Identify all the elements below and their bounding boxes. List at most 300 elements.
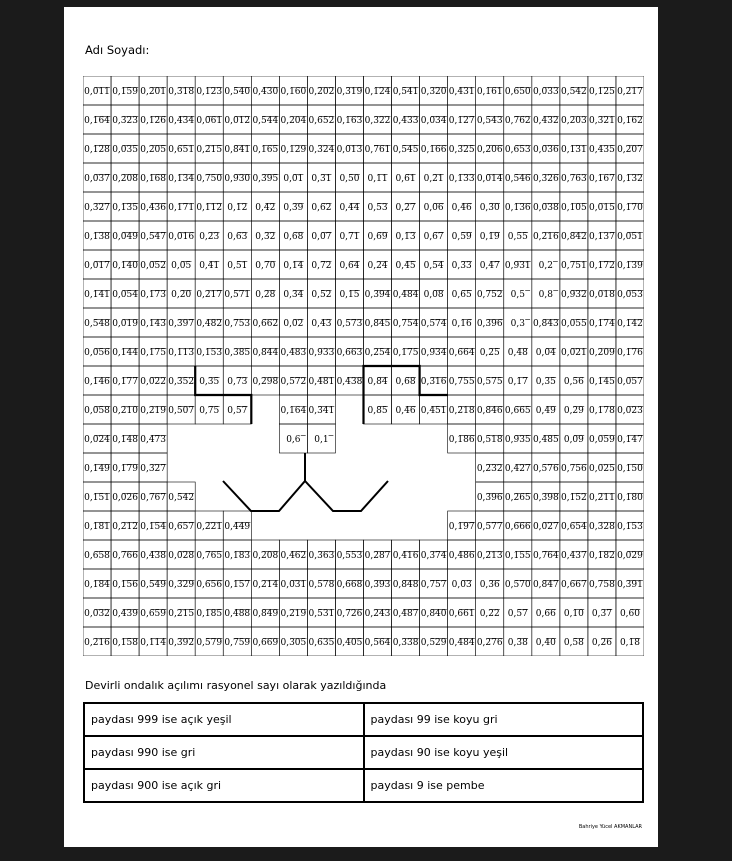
grid-cell[interactable]: [167, 395, 195, 424]
grid-cell[interactable]: [167, 540, 195, 569]
grid-cell[interactable]: [616, 453, 644, 482]
grid-cell[interactable]: [504, 540, 532, 569]
grid-cell[interactable]: [364, 76, 392, 105]
grid-cell[interactable]: [167, 279, 195, 308]
grid-cell[interactable]: [195, 105, 223, 134]
grid-cell[interactable]: [532, 366, 560, 395]
grid-cell[interactable]: [448, 424, 476, 453]
grid-cell[interactable]: [307, 250, 335, 279]
grid-cell[interactable]: [448, 540, 476, 569]
grid-cell[interactable]: [532, 627, 560, 656]
grid-cell[interactable]: [504, 279, 532, 308]
grid-cell[interactable]: [251, 366, 279, 395]
grid-cell[interactable]: [616, 279, 644, 308]
grid-cell[interactable]: [83, 482, 111, 511]
grid-cell[interactable]: [476, 279, 504, 308]
grid-cell[interactable]: [111, 308, 139, 337]
grid-cell[interactable]: [223, 598, 251, 627]
grid-cell[interactable]: [335, 250, 363, 279]
grid-cell[interactable]: [223, 76, 251, 105]
grid-cell[interactable]: [83, 279, 111, 308]
grid-cell[interactable]: [83, 337, 111, 366]
grid-cell[interactable]: [279, 308, 307, 337]
grid-cell[interactable]: [223, 337, 251, 366]
grid-cell[interactable]: [195, 279, 223, 308]
grid-cell[interactable]: [251, 569, 279, 598]
grid-cell[interactable]: [195, 221, 223, 250]
grid-cell[interactable]: [195, 395, 223, 424]
grid-cell[interactable]: [616, 627, 644, 656]
grid-cell[interactable]: [476, 250, 504, 279]
grid-cell[interactable]: [532, 76, 560, 105]
grid-cell[interactable]: [139, 395, 167, 424]
grid-cell[interactable]: [420, 105, 448, 134]
grid-cell[interactable]: [392, 76, 420, 105]
grid-cell[interactable]: [560, 569, 588, 598]
grid-cell[interactable]: [392, 395, 420, 424]
grid-cell[interactable]: [83, 569, 111, 598]
grid-cell[interactable]: [251, 221, 279, 250]
grid-cell[interactable]: [392, 192, 420, 221]
grid-cell[interactable]: [307, 395, 335, 424]
grid-cell[interactable]: [588, 192, 616, 221]
grid-cell[interactable]: [392, 540, 420, 569]
grid-cell[interactable]: [307, 366, 335, 395]
grid-cell[interactable]: [588, 250, 616, 279]
grid-cell[interactable]: [139, 482, 167, 511]
grid-cell[interactable]: [167, 250, 195, 279]
grid-cell[interactable]: [448, 105, 476, 134]
grid-cell[interactable]: [335, 366, 363, 395]
grid-cell[interactable]: [167, 308, 195, 337]
grid-cell[interactable]: [83, 540, 111, 569]
grid-cell[interactable]: [476, 221, 504, 250]
grid-cell[interactable]: [532, 134, 560, 163]
grid-cell[interactable]: [532, 163, 560, 192]
grid-cell[interactable]: [223, 134, 251, 163]
grid-cell[interactable]: [392, 366, 420, 395]
grid-cell[interactable]: [139, 163, 167, 192]
grid-cell[interactable]: [335, 540, 363, 569]
grid-cell[interactable]: [307, 337, 335, 366]
grid-cell[interactable]: [560, 453, 588, 482]
grid-cell[interactable]: [111, 279, 139, 308]
grid-cell[interactable]: [560, 192, 588, 221]
grid-cell[interactable]: [476, 424, 504, 453]
grid-cell[interactable]: [251, 76, 279, 105]
grid-cell[interactable]: [364, 540, 392, 569]
grid-cell[interactable]: [111, 366, 139, 395]
grid-cell[interactable]: [616, 221, 644, 250]
grid-cell[interactable]: [139, 424, 167, 453]
grid-cell[interactable]: [195, 598, 223, 627]
grid-cell[interactable]: [167, 598, 195, 627]
grid-cell[interactable]: [83, 424, 111, 453]
grid-cell[interactable]: [335, 308, 363, 337]
grid-cell[interactable]: [364, 192, 392, 221]
grid-cell[interactable]: [83, 598, 111, 627]
grid-cell[interactable]: [504, 627, 532, 656]
grid-cell[interactable]: [364, 627, 392, 656]
grid-cell[interactable]: [335, 76, 363, 105]
grid-cell[interactable]: [83, 76, 111, 105]
grid-cell[interactable]: [167, 366, 195, 395]
grid-cell[interactable]: [364, 308, 392, 337]
grid-cell[interactable]: [392, 105, 420, 134]
grid-cell[interactable]: [111, 540, 139, 569]
grid-cell[interactable]: [223, 569, 251, 598]
grid-cell[interactable]: [307, 163, 335, 192]
grid-cell[interactable]: [223, 308, 251, 337]
grid-cell[interactable]: [476, 308, 504, 337]
grid-cell[interactable]: [476, 105, 504, 134]
grid-cell[interactable]: [616, 134, 644, 163]
grid-cell[interactable]: [111, 192, 139, 221]
grid-cell[interactable]: [335, 105, 363, 134]
grid-cell[interactable]: [532, 395, 560, 424]
grid-cell[interactable]: [364, 395, 392, 424]
grid-cell[interactable]: [476, 395, 504, 424]
grid-cell[interactable]: [111, 105, 139, 134]
grid-cell[interactable]: [560, 424, 588, 453]
grid-cell[interactable]: [616, 163, 644, 192]
grid-cell[interactable]: [83, 221, 111, 250]
grid-cell[interactable]: [167, 192, 195, 221]
grid-cell[interactable]: [223, 395, 251, 424]
grid-cell[interactable]: [83, 192, 111, 221]
grid-cell[interactable]: [504, 308, 532, 337]
grid-cell[interactable]: [616, 308, 644, 337]
grid-cell[interactable]: [532, 221, 560, 250]
grid-cell[interactable]: [532, 598, 560, 627]
grid-cell[interactable]: [139, 540, 167, 569]
grid-cell[interactable]: [420, 395, 448, 424]
grid-cell[interactable]: [448, 308, 476, 337]
grid-cell[interactable]: [448, 598, 476, 627]
grid-cell[interactable]: [588, 308, 616, 337]
grid-cell[interactable]: [616, 366, 644, 395]
grid-cell[interactable]: [223, 221, 251, 250]
grid-cell[interactable]: [532, 540, 560, 569]
grid-cell[interactable]: [139, 598, 167, 627]
grid-cell[interactable]: [195, 192, 223, 221]
grid-cell[interactable]: [139, 337, 167, 366]
grid-cell[interactable]: [420, 192, 448, 221]
grid-cell[interactable]: [307, 569, 335, 598]
grid-cell[interactable]: [364, 279, 392, 308]
grid-cell[interactable]: [616, 105, 644, 134]
grid-cell[interactable]: [532, 308, 560, 337]
grid-cell[interactable]: [420, 76, 448, 105]
grid-cell[interactable]: [420, 569, 448, 598]
grid-cell[interactable]: [392, 163, 420, 192]
grid-cell[interactable]: [364, 163, 392, 192]
grid-cell[interactable]: [420, 627, 448, 656]
grid-cell[interactable]: [588, 134, 616, 163]
grid-cell[interactable]: [83, 453, 111, 482]
grid-cell[interactable]: [420, 540, 448, 569]
grid-cell[interactable]: [392, 337, 420, 366]
grid-cell[interactable]: [560, 221, 588, 250]
grid-cell[interactable]: [420, 337, 448, 366]
grid-cell[interactable]: [504, 134, 532, 163]
grid-cell[interactable]: [139, 453, 167, 482]
grid-cell[interactable]: [476, 337, 504, 366]
grid-cell[interactable]: [195, 337, 223, 366]
grid-cell[interactable]: [111, 337, 139, 366]
grid-cell[interactable]: [560, 395, 588, 424]
grid-cell[interactable]: [195, 627, 223, 656]
grid-cell[interactable]: [532, 105, 560, 134]
grid-cell[interactable]: [364, 569, 392, 598]
grid-cell[interactable]: [560, 134, 588, 163]
grid-cell[interactable]: [223, 366, 251, 395]
grid-cell[interactable]: [420, 163, 448, 192]
grid-cell[interactable]: [560, 76, 588, 105]
grid-cell[interactable]: [195, 569, 223, 598]
grid-cell[interactable]: [279, 221, 307, 250]
grid-cell[interactable]: [504, 76, 532, 105]
grid-cell[interactable]: [279, 540, 307, 569]
grid-cell[interactable]: [364, 134, 392, 163]
grid-cell[interactable]: [364, 366, 392, 395]
grid-cell[interactable]: [307, 134, 335, 163]
grid-cell[interactable]: [111, 511, 139, 540]
grid-cell[interactable]: [195, 366, 223, 395]
grid-cell[interactable]: [420, 366, 448, 395]
grid-cell[interactable]: [532, 279, 560, 308]
grid-cell[interactable]: [251, 337, 279, 366]
grid-cell[interactable]: [83, 134, 111, 163]
grid-cell[interactable]: [588, 395, 616, 424]
grid-cell[interactable]: [167, 221, 195, 250]
grid-cell[interactable]: [279, 598, 307, 627]
grid-cell[interactable]: [251, 192, 279, 221]
grid-cell[interactable]: [504, 395, 532, 424]
grid-cell[interactable]: [392, 279, 420, 308]
grid-cell[interactable]: [532, 424, 560, 453]
grid-cell[interactable]: [560, 482, 588, 511]
grid-cell[interactable]: [616, 511, 644, 540]
grid-cell[interactable]: [560, 627, 588, 656]
grid-cell[interactable]: [111, 598, 139, 627]
grid-cell[interactable]: [532, 192, 560, 221]
grid-cell[interactable]: [251, 627, 279, 656]
grid-cell[interactable]: [504, 366, 532, 395]
grid-cell[interactable]: [111, 569, 139, 598]
grid-cell[interactable]: [279, 569, 307, 598]
grid-cell[interactable]: [111, 134, 139, 163]
grid-cell[interactable]: [476, 511, 504, 540]
grid-cell[interactable]: [83, 366, 111, 395]
grid-cell[interactable]: [616, 598, 644, 627]
grid-cell[interactable]: [223, 540, 251, 569]
grid-cell[interactable]: [279, 279, 307, 308]
grid-cell[interactable]: [139, 105, 167, 134]
grid-cell[interactable]: [83, 105, 111, 134]
grid-cell[interactable]: [223, 627, 251, 656]
grid-cell[interactable]: [279, 395, 307, 424]
grid-cell[interactable]: [335, 337, 363, 366]
grid-cell[interactable]: [616, 337, 644, 366]
grid-cell[interactable]: [448, 163, 476, 192]
grid-cell[interactable]: [392, 221, 420, 250]
grid-cell[interactable]: [139, 279, 167, 308]
grid-cell[interactable]: [588, 540, 616, 569]
grid-cell[interactable]: [588, 453, 616, 482]
grid-cell[interactable]: [588, 482, 616, 511]
grid-cell[interactable]: [616, 424, 644, 453]
grid-cell[interactable]: [195, 163, 223, 192]
grid-cell[interactable]: [616, 250, 644, 279]
grid-cell[interactable]: [448, 134, 476, 163]
grid-cell[interactable]: [139, 627, 167, 656]
grid-cell[interactable]: [588, 279, 616, 308]
grid-cell[interactable]: [307, 105, 335, 134]
grid-cell[interactable]: [588, 511, 616, 540]
grid-cell[interactable]: [504, 250, 532, 279]
grid-cell[interactable]: [139, 76, 167, 105]
grid-cell[interactable]: [139, 366, 167, 395]
grid-cell[interactable]: [532, 250, 560, 279]
grid-cell[interactable]: [195, 540, 223, 569]
grid-cell[interactable]: [139, 221, 167, 250]
grid-cell[interactable]: [335, 627, 363, 656]
grid-cell[interactable]: [476, 453, 504, 482]
grid-cell[interactable]: [364, 250, 392, 279]
grid-cell[interactable]: [476, 569, 504, 598]
grid-cell[interactable]: [448, 366, 476, 395]
grid-cell[interactable]: [588, 105, 616, 134]
grid-cell[interactable]: [616, 192, 644, 221]
grid-cell[interactable]: [83, 250, 111, 279]
grid-cell[interactable]: [279, 250, 307, 279]
grid-cell[interactable]: [111, 250, 139, 279]
grid-cell[interactable]: [588, 366, 616, 395]
grid-cell[interactable]: [279, 366, 307, 395]
grid-cell[interactable]: [532, 482, 560, 511]
grid-cell[interactable]: [139, 511, 167, 540]
grid-cell[interactable]: [167, 337, 195, 366]
grid-cell[interactable]: [476, 598, 504, 627]
grid-cell[interactable]: [560, 337, 588, 366]
grid-cell[interactable]: [279, 163, 307, 192]
grid-cell[interactable]: [307, 598, 335, 627]
grid-cell[interactable]: [420, 221, 448, 250]
grid-cell[interactable]: [307, 192, 335, 221]
grid-cell[interactable]: [532, 511, 560, 540]
grid-cell[interactable]: [448, 76, 476, 105]
grid-cell[interactable]: [335, 163, 363, 192]
grid-cell[interactable]: [195, 511, 223, 540]
grid-cell[interactable]: [167, 163, 195, 192]
grid-cell[interactable]: [223, 192, 251, 221]
grid-cell[interactable]: [279, 105, 307, 134]
grid-cell[interactable]: [111, 76, 139, 105]
grid-cell[interactable]: [448, 192, 476, 221]
grid-cell[interactable]: [504, 105, 532, 134]
grid-cell[interactable]: [111, 453, 139, 482]
grid-cell[interactable]: [448, 627, 476, 656]
grid-cell[interactable]: [83, 308, 111, 337]
grid-cell[interactable]: [279, 134, 307, 163]
grid-cell[interactable]: [476, 366, 504, 395]
grid-cell[interactable]: [588, 627, 616, 656]
grid-cell[interactable]: [195, 250, 223, 279]
grid-cell[interactable]: [532, 453, 560, 482]
grid-cell[interactable]: [448, 250, 476, 279]
grid-cell[interactable]: [448, 511, 476, 540]
grid-cell[interactable]: [251, 134, 279, 163]
grid-cell[interactable]: [616, 540, 644, 569]
grid-cell[interactable]: [251, 250, 279, 279]
grid-cell[interactable]: [307, 424, 335, 453]
grid-cell[interactable]: [279, 627, 307, 656]
grid-cell[interactable]: [335, 598, 363, 627]
grid-cell[interactable]: [560, 308, 588, 337]
grid-cell[interactable]: [139, 192, 167, 221]
grid-cell[interactable]: [307, 221, 335, 250]
grid-cell[interactable]: [420, 308, 448, 337]
grid-cell[interactable]: [448, 221, 476, 250]
grid-cell[interactable]: [139, 250, 167, 279]
grid-cell[interactable]: [616, 395, 644, 424]
grid-cell[interactable]: [532, 337, 560, 366]
grid-cell[interactable]: [616, 569, 644, 598]
grid-cell[interactable]: [364, 105, 392, 134]
grid-cell[interactable]: [532, 569, 560, 598]
grid-cell[interactable]: [335, 221, 363, 250]
grid-cell[interactable]: [111, 424, 139, 453]
grid-cell[interactable]: [504, 221, 532, 250]
grid-cell[interactable]: [223, 279, 251, 308]
grid-cell[interactable]: [588, 337, 616, 366]
grid-cell[interactable]: [420, 598, 448, 627]
grid-cell[interactable]: [476, 627, 504, 656]
grid-cell[interactable]: [251, 279, 279, 308]
grid-cell[interactable]: [195, 134, 223, 163]
grid-cell[interactable]: [504, 598, 532, 627]
grid-cell[interactable]: [223, 105, 251, 134]
grid-cell[interactable]: [251, 598, 279, 627]
grid-cell[interactable]: [251, 308, 279, 337]
grid-cell[interactable]: [279, 424, 307, 453]
grid-cell[interactable]: [420, 134, 448, 163]
grid-cell[interactable]: [195, 76, 223, 105]
grid-cell[interactable]: [448, 279, 476, 308]
grid-cell[interactable]: [83, 511, 111, 540]
grid-cell[interactable]: [335, 192, 363, 221]
grid-cell[interactable]: [616, 76, 644, 105]
grid-cell[interactable]: [223, 163, 251, 192]
grid-cell[interactable]: [504, 192, 532, 221]
grid-cell[interactable]: [167, 105, 195, 134]
grid-cell[interactable]: [588, 221, 616, 250]
grid-cell[interactable]: [560, 511, 588, 540]
grid-cell[interactable]: [83, 163, 111, 192]
grid-cell[interactable]: [392, 569, 420, 598]
grid-cell[interactable]: [223, 511, 251, 540]
grid-cell[interactable]: [476, 482, 504, 511]
grid-cell[interactable]: [560, 279, 588, 308]
grid-cell[interactable]: [504, 569, 532, 598]
grid-cell[interactable]: [560, 366, 588, 395]
grid-cell[interactable]: [476, 540, 504, 569]
grid-cell[interactable]: [335, 569, 363, 598]
grid-cell[interactable]: [335, 279, 363, 308]
grid-cell[interactable]: [588, 598, 616, 627]
grid-cell[interactable]: [448, 395, 476, 424]
